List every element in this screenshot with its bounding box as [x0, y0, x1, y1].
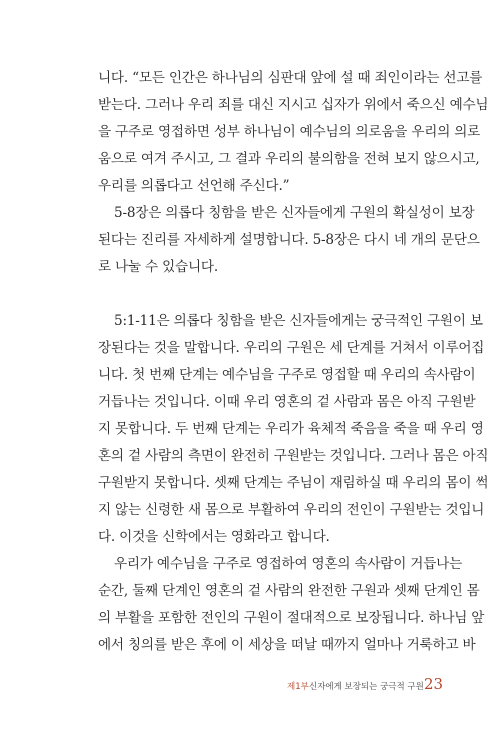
body-line: 5:1-11은 의롭다 칭함을 받은 신자들에게는 궁극적인 구원이 보 [114, 313, 483, 329]
body-line: 니다. “모든 인간은 하나님의 심판대 앞에 설 때 죄인이라는 선고를 [98, 70, 483, 86]
body-line: 장된다는 것을 말합니다. 우리의 구원은 세 단계를 거쳐서 이루어집 [98, 340, 485, 356]
body-line: 된다는 진리를 자세하게 설명합니다. 5-8장은 다시 네 개의 문단으 [98, 232, 480, 248]
body-line: 움으로 여겨 주시고, 그 결과 우리의 불의함을 전혀 보지 않으시고, [98, 151, 480, 167]
body-line: 5-8장은 의롭다 칭함을 받은 신자들에게 구원의 확실성이 보장 [114, 205, 475, 221]
body-line: 지 않는 신령한 새 몸으로 부활하여 우리의 전인이 구원받는 것입니 [98, 502, 485, 518]
body-line: 혼의 겉 사람의 측면이 완전히 구원받는 것입니다. 그러나 몸은 아직 [98, 448, 489, 464]
body-line: 의 부활을 포함한 전인의 구원이 절대적으로 보장됩니다. 하나님 앞 [98, 610, 485, 626]
page-footer [0, 675, 500, 695]
footer-part-label: 제1부 [287, 682, 309, 692]
body-line: 받는다. 그러나 우리 죄를 대신 지시고 십자가 위에서 죽으신 예수님 [98, 97, 489, 113]
page-number: 23 [424, 675, 444, 693]
body-line: 거듭나는 것입니다. 이때 우리 영혼의 겉 사람과 몸은 아직 구원받 [98, 394, 476, 410]
footer-chapter-title: 신자에게 보장되는 궁극적 구원 [309, 682, 424, 692]
body-line: 에서 칭의를 받은 후에 이 세상을 떠날 때까지 얼마나 거룩하고 바 [98, 637, 476, 653]
body-line: 순간, 둘째 단계인 영혼의 겉 사람의 완전한 구원과 셋째 단계인 몸 [98, 583, 480, 599]
body-line: 로 나눌 수 있습니다. [98, 259, 218, 275]
body-line: 니다. 첫 번째 단계는 예수님을 구주로 영접할 때 우리의 속사람이 [98, 367, 476, 383]
body-line: 지 못합니다. 두 번째 단계는 우리가 육체적 죽음을 죽을 때 우리 영 [98, 421, 484, 437]
body-line: 우리를 의롭다고 선언해 주신다.” [98, 178, 290, 194]
body-line: 을 구주로 영접하면 성부 하나님이 예수님의 의로움을 우리의 의로 [98, 124, 481, 140]
body-line: 구원받지 못합니다. 셋째 단계는 주님이 재림하실 때 우리의 몸이 썩 [98, 475, 489, 491]
body-line: 다. 이것을 신학에서는 영화라고 합니다. [98, 529, 330, 545]
body-line: 우리가 예수님을 구주로 영접하여 영혼의 속사람이 거듭나는 [114, 556, 463, 572]
